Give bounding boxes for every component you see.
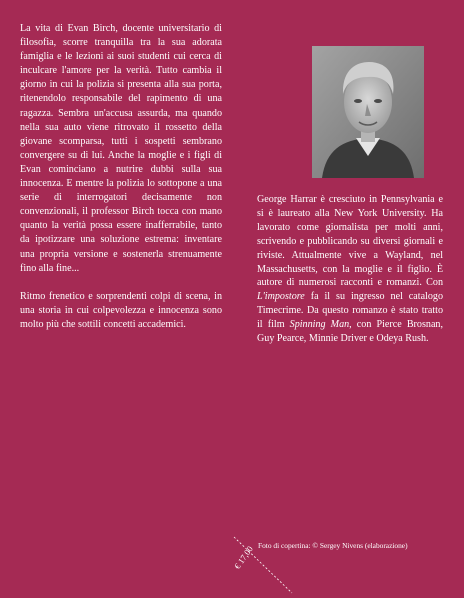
bio-text: George Harrar è cresciuto in Pennsylvania e si è laureato alla New York University. Ha lavorato come giornalista per molti anni, scrivendo e pubblicando su diversi giornali e riviste. Attualmente vive a Wayland, nel Massachusetts, con la moglie e il figlio. È autore di numerosi racconti e romanzi. Con	[257, 194, 443, 289]
synopsis	[20, 22, 222, 332]
bio-text: fa il su ingresso nel catalogo Timecrime. Da questo romanzo è stato tratto il film	[257, 291, 443, 331]
book-title: L'impostore	[257, 291, 305, 303]
author-photo	[312, 46, 424, 178]
synopsis-paragraph: Ritmo frenetico e sorprendenti colpi di scena, in una storia in cui colpevolezza e innocenza sono molto più che sottili concetti accademici.	[20, 290, 222, 330]
bio-text: , con Pierce Brosnan, Guy Pearce, Minnie Driver e Odeya Rush.	[257, 319, 443, 345]
photo-credit: Foto di copertina: © Sergey Nivens (elaborazione)	[258, 541, 408, 550]
author-bio	[257, 193, 443, 346]
synopsis-paragraph: La vita di Evan Birch, docente universitario di filosofia, scorre tranquilla tra la sua adorata famiglia e le lezioni ai suoi studenti cui cerca di inculcare l'amore per la verità. Tutto cambia il giorno in cui la polizia si presenta alla sua porta, ritenendolo responsabile del rapimento di una ragazza. Sembra un'accusa assurda, ma quando nella sua auto viene ritrovato il rossetto della giovane scomparsa, tutti i sospetti sembrano convergere su di lui. Anche la moglie e i figli di Evan cominciano a nutrire dubbi sulla sua innocenza. E mentre la polizia lo sottopone a una serie di interrogatori decisamente non convenzionali, il professor Birch tocca con mano quanto la verità possa essere inafferrabile, tanto da ipotizzare una soluzione estrema: inventare una propria versione e sostenerla strenuamente fino alla fine...	[20, 23, 222, 274]
price-label: € 17,00	[232, 544, 255, 571]
film-title: Spinning Man	[289, 319, 350, 331]
